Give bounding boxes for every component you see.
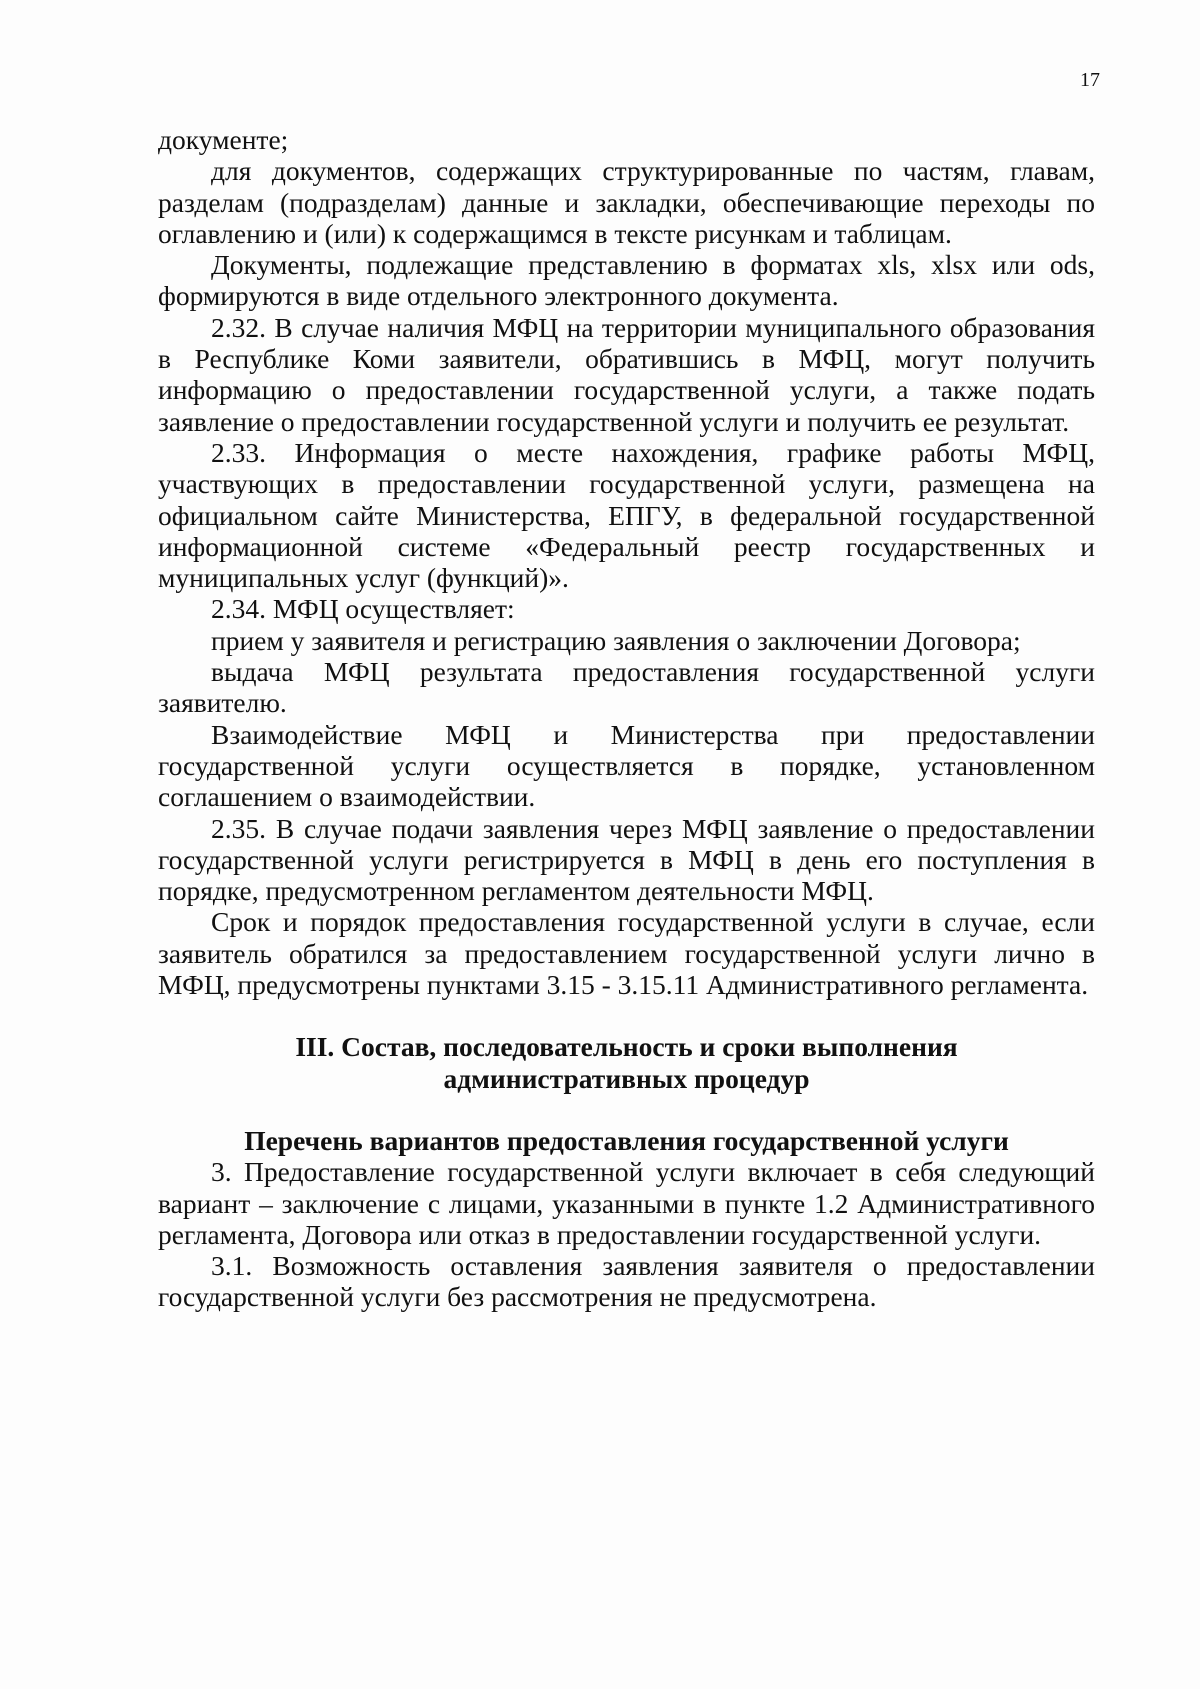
paragraph-structured-documents: для документов, содержащих структурированные по частям, главам, разделам (подразделам) данные и закладки, обеспечивающие переходы по оглавлению и (или) к содержащимся в тексте рисункам и таблицам.	[158, 155, 1095, 249]
paragraph-deadline: Срок и порядок предоставления государственной услуги в случае, если заявитель обратился за предоставлением государственной услуги лично в МФЦ, предусмотрены пунктами 3.15 - 3.15.11 Административного регламента.	[158, 906, 1095, 1001]
section-heading	[158, 1031, 1095, 1094]
paragraph-3-1: 3.1. Возможность оставления заявления заявителя о предоставлении государственной услуги без рассмотрения не предусмотрена.	[158, 1250, 1095, 1313]
document-body	[158, 124, 1095, 1313]
paragraph-2-34-item-2: выдача МФЦ результата предоставления государственной услуги заявителю.	[158, 656, 1095, 719]
paragraph-2-32: 2.32. В случае наличия МФЦ на территории муниципального образования в Республике Коми заявители, обратившись в МФЦ, могут получить информацию о предоставлении государственной услуги, а также подать заявление о предоставлении государственной услуги и получить ее результат.	[158, 311, 1095, 437]
paragraph-document-formats: Документы, подлежащие представлению в форматах xls, xlsx или ods, формируются в виде отдельного электронного документа.	[158, 249, 1095, 312]
section-heading-line-2: административных процедур	[443, 1062, 810, 1094]
paragraph-3: 3. Предоставление государственной услуги включает в себя следующий вариант – заключение с лицами, указанными в пункте 1.2 Административного регламента, Договора или отказ в предоставлении государственной услуги.	[158, 1156, 1095, 1250]
paragraph-2-33: 2.33. Информация о месте нахождения, графике работы МФЦ, участвующих в предоставлении государственной услуги, размещена на официальном сайте Министерства, ЕПГУ, в федеральной государственной информационной системе «Федеральный реестр государственных и муниципальных услуг (функций)».	[158, 436, 1095, 594]
paragraph-2-34: 2.34. МФЦ осуществляет:	[211, 593, 515, 625]
paragraph-2-35: 2.35. В случае подачи заявления через МФЦ заявление о предоставлении государственной услуги регистрируется в МФЦ в день его поступления в порядке, предусмотренном регламентом деятельности МФЦ.	[158, 812, 1095, 907]
paragraph-interaction: Взаимодействие МФЦ и Министерства при предоставлении государственной услуги осуществляется в порядке, установленном соглашением о взаимодействии.	[158, 718, 1095, 813]
paragraph-continuation: документе;	[158, 124, 289, 155]
section-subheading: Перечень вариантов предоставления государственной услуги	[244, 1124, 1009, 1156]
paragraph-2-34-item-1: прием у заявителя и регистрацию заявления о заключении Договора;	[211, 624, 1021, 656]
page-number: 17	[1080, 69, 1100, 91]
section-heading-line-1: III. Состав, последовательность и сроки выполнения	[295, 1031, 958, 1063]
